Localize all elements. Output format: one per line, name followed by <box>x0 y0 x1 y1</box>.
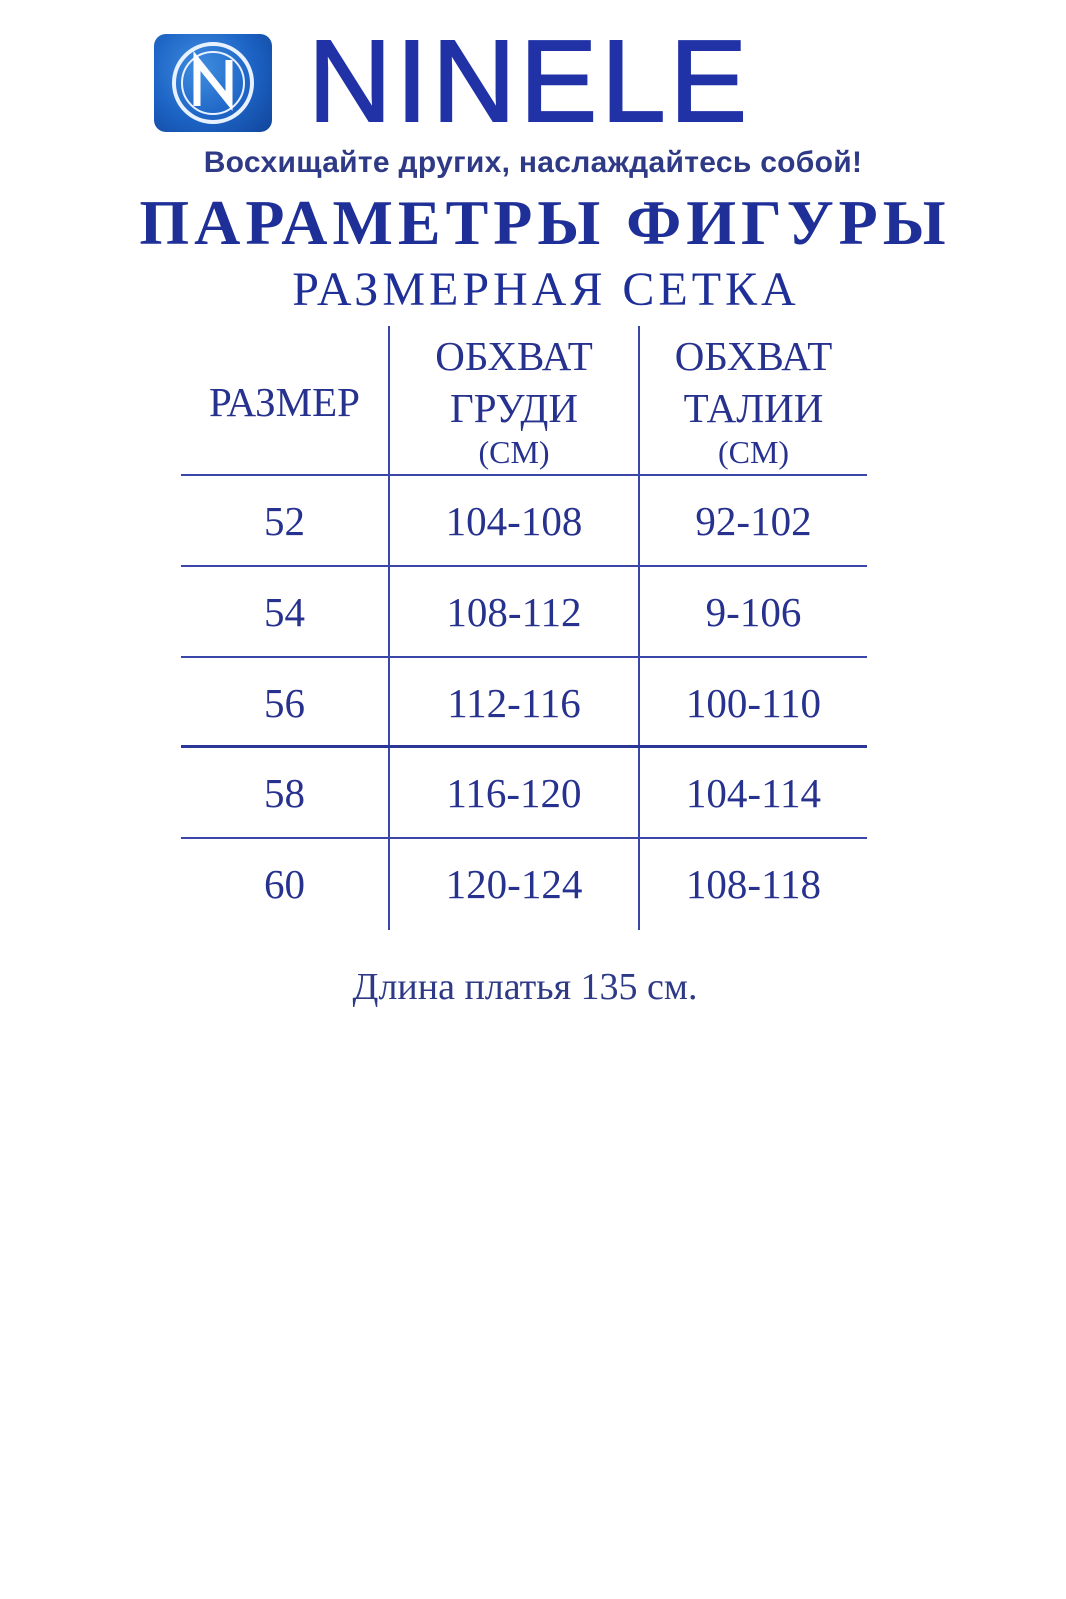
table-cell-chest: 112-116 <box>447 680 581 726</box>
table-cell-size: 60 <box>264 861 305 907</box>
column-header-label: ОБХВАТ <box>435 333 593 379</box>
column-header-label: РАЗМЕР <box>209 379 360 425</box>
table-cell-waist: 104-114 <box>685 770 822 816</box>
column-header-chest <box>390 330 638 470</box>
table-cell-waist: 9-106 <box>705 589 802 635</box>
table-cell-chest: 120-124 <box>445 861 583 907</box>
logo-emblem-icon <box>154 34 272 132</box>
brand-name: NINELE <box>308 16 752 146</box>
column-header-label: ТАЛИИ <box>683 385 824 431</box>
page-subtitle: РАЗМЕРНАЯ СЕТКА <box>292 263 800 316</box>
table-cell-waist: 92-102 <box>695 498 812 544</box>
table-cell-size: 58 <box>264 770 305 816</box>
column-header-label: ОБХВАТ <box>674 333 833 379</box>
table-cell-chest: 116-120 <box>446 770 582 816</box>
page-title: ПАРАМЕТРЫ ФИГУРЫ <box>139 187 951 258</box>
size-table <box>181 326 867 930</box>
column-header-waist <box>640 330 867 470</box>
column-header-unit: (СМ) <box>478 434 550 470</box>
table-cell-size: 56 <box>264 680 305 726</box>
table-cell-chest: 108-112 <box>446 589 582 635</box>
table-cell-chest: 104-108 <box>445 498 583 544</box>
brand-slogan: Восхищайте других, наслаждайтесь собой! <box>203 146 863 179</box>
column-header-size <box>181 376 388 428</box>
table-cell-size: 52 <box>264 498 305 544</box>
table-cell-waist: 100-110 <box>685 680 822 726</box>
column-header-unit: (СМ) <box>717 434 790 470</box>
column-header-label: ГРУДИ <box>450 385 578 431</box>
dress-length-note: Длина платья 135 см. <box>352 966 698 1008</box>
brand-logo <box>154 16 914 146</box>
table-cell-waist: 108-118 <box>685 861 822 907</box>
table-cell-size: 54 <box>264 589 305 635</box>
